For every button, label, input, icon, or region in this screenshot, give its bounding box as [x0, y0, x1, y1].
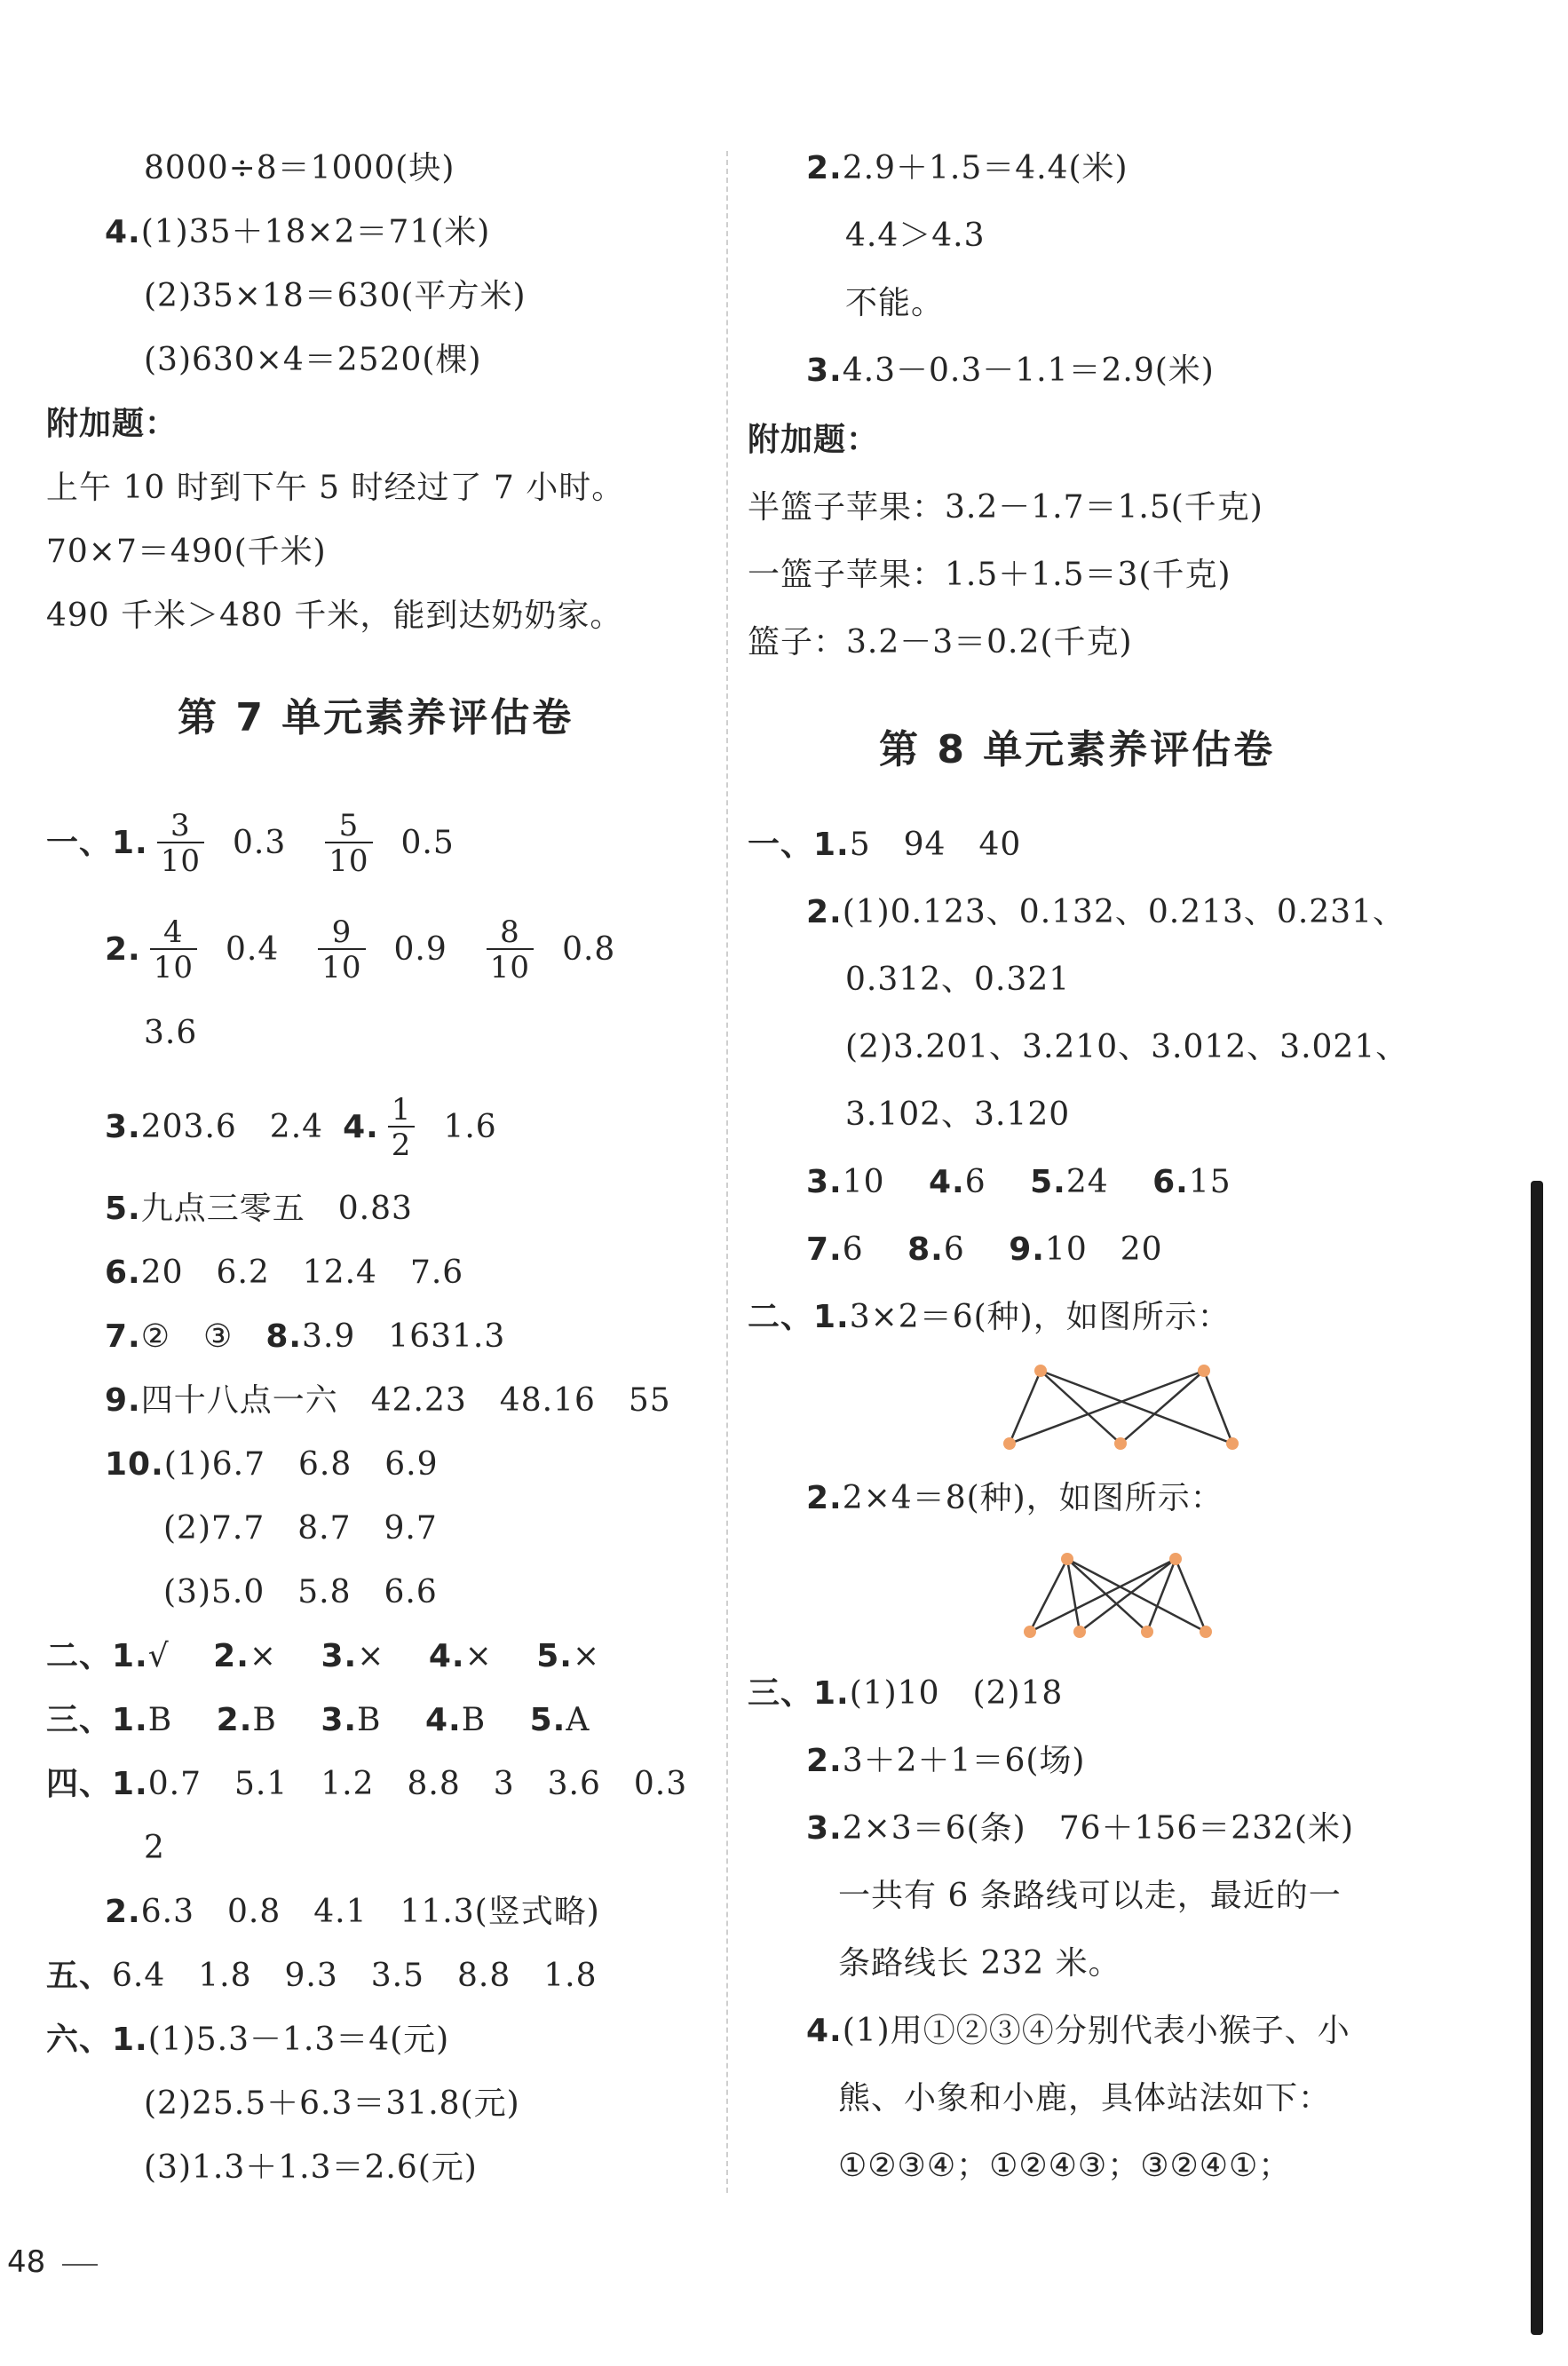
answer-line: 3.6	[144, 1015, 198, 1051]
connector-line	[1030, 1559, 1176, 1632]
question-number: 5.	[536, 1638, 573, 1674]
fraction	[487, 916, 534, 984]
decimal-value: 0.3	[233, 825, 287, 861]
fraction	[318, 916, 365, 984]
answer-text: ×	[464, 1638, 493, 1674]
section-label: 一、1.	[46, 825, 148, 861]
section-label: 六、1.	[46, 2022, 148, 2058]
decimal-value: 0.9	[393, 931, 447, 968]
pairing-diagram-1	[994, 1358, 1243, 1456]
answer-text: 10 20	[1044, 1231, 1163, 1268]
answer-text: (1)10 (2)18	[849, 1675, 1064, 1712]
unit7-s2	[46, 1637, 600, 1676]
connector-line	[1204, 1371, 1232, 1444]
bonus-title: 附加题：	[46, 406, 178, 442]
answer-text: 24	[1065, 1164, 1109, 1200]
unit8-s1-q1	[748, 826, 1021, 865]
unit7-s1-q6	[105, 1254, 463, 1293]
section-label: 一、1.	[748, 827, 850, 863]
answer-text: ×	[249, 1638, 278, 1674]
pairing-diagram-2	[1021, 1545, 1216, 1642]
denominator: 10	[150, 948, 197, 984]
numerator: 9	[331, 914, 352, 950]
question-number: 5.	[1030, 1164, 1066, 1200]
connector-line	[1176, 1559, 1206, 1632]
answer-text: 3×2＝6(种)，如图所示：	[849, 1299, 1231, 1335]
question-number: 3.	[105, 1109, 141, 1145]
answer-line: 2	[144, 1830, 165, 1866]
fraction	[325, 810, 372, 877]
answer-text: 6	[943, 1231, 965, 1268]
unit8-s3-q3	[806, 1809, 1354, 1848]
answer-text: 2×3＝6(条) 76＋156＝232(米)	[842, 1810, 1355, 1847]
question-number: 9.	[105, 1382, 141, 1419]
section-label: 二、1.	[748, 1299, 850, 1335]
answer-text: 5 94 40	[849, 827, 1022, 863]
question-number: 6.	[105, 1254, 141, 1291]
answer-text: (1)35＋18×2＝71(米)	[140, 214, 491, 250]
fraction	[150, 916, 197, 984]
denominator: 10	[157, 842, 204, 877]
question-number: 4.	[428, 1638, 465, 1674]
question-number: 8.	[907, 1231, 944, 1268]
node-dot	[1198, 1365, 1210, 1377]
answer-line: 3.102、3.120	[845, 1096, 1071, 1133]
answer-text: 九点三零五 0.83	[140, 1191, 413, 1227]
answer-text: B	[252, 1702, 277, 1738]
unit7-s1-q3	[105, 1083, 497, 1172]
question-number: 10.	[105, 1446, 164, 1483]
question-number: 2.	[216, 1702, 253, 1738]
unit8-s2-q2	[806, 1479, 1224, 1518]
calc-line: 8000÷8＝1000(块)	[144, 150, 455, 186]
page-number: 48	[7, 2244, 46, 2280]
numerator: 4	[163, 914, 184, 950]
decimal-value: 0.4	[226, 931, 280, 968]
page-number-rule	[62, 2264, 98, 2266]
unit8-s3-q1	[748, 1674, 1063, 1713]
answer-text: 2.9＋1.5＝4.4(米)	[842, 150, 1128, 186]
bonus-line: 70×7＝490(千米)	[46, 534, 327, 570]
denominator: 2	[388, 1126, 416, 1161]
unit7-s4-q2	[105, 1893, 600, 1932]
answer-text: 3.9 1631.3	[302, 1318, 506, 1355]
answer-text: 6	[842, 1231, 864, 1268]
unit7-s5	[46, 1957, 598, 1996]
answer-text: √	[147, 1638, 170, 1674]
question-number: 3.	[806, 352, 843, 389]
column-divider	[726, 151, 728, 2193]
question-number: 4.	[424, 1702, 462, 1738]
question-number: 2.	[806, 1743, 843, 1779]
question-number: 7.	[105, 1318, 141, 1355]
bonus-line: 半篮子苹果：3.2－1.7＝1.5(千克)	[748, 489, 1263, 526]
answer-line: 4.4＞4.3	[845, 218, 986, 254]
denominator: 10	[325, 842, 372, 877]
answer-text: 15	[1188, 1164, 1231, 1200]
answer-text: ② ③	[140, 1318, 234, 1355]
right-q3	[806, 352, 1215, 391]
unit7-s1-q10	[105, 1445, 439, 1484]
question-number: 7.	[806, 1231, 843, 1268]
node-dot	[1169, 1553, 1182, 1565]
unit7-s4	[46, 1765, 687, 1804]
bonus-line: 上午 10 时到下午 5 时经过了 7 小时。	[46, 470, 625, 506]
unit7-s6	[46, 2021, 449, 2060]
question-number: 3.	[321, 1638, 358, 1674]
answer-text: 6.4 1.8 9.3 3.5 8.8 1.8	[112, 1958, 598, 1994]
answer-line: (2)7.7 8.7 9.7	[163, 1510, 438, 1547]
answer-text: 6.3 0.8 4.1 11.3(竖式略)	[140, 1894, 600, 1930]
question-number: 2.	[806, 150, 843, 186]
answer-text: (1)6.7 6.8 6.9	[163, 1446, 439, 1483]
question-number: 2.	[105, 1894, 141, 1930]
answer-text: (1)用①②③④分别代表小猴子、小	[842, 2013, 1350, 2049]
answer-text: 四十八点一六 42.23 48.16 55	[140, 1382, 671, 1419]
answer-text: A	[566, 1702, 590, 1738]
node-dot	[1024, 1626, 1036, 1638]
fraction	[388, 1094, 416, 1161]
question-number: 4.	[105, 214, 141, 250]
answer-line: (3)1.3＋1.3＝2.6(元)	[144, 2149, 478, 2186]
question-number: 8.	[265, 1318, 303, 1355]
decimal-value: 0.5	[400, 825, 455, 861]
answer-text: B	[461, 1702, 487, 1738]
answer-line: (2)25.5＋6.3＝31.8(元)	[144, 2085, 520, 2122]
connector-line	[1121, 1371, 1204, 1444]
node-dot	[1141, 1626, 1153, 1638]
question-number: 3.	[806, 1164, 843, 1200]
answer-text: 10	[842, 1164, 885, 1200]
unit7-s1-q9	[105, 1381, 671, 1420]
unit8-s2-q1	[748, 1298, 1231, 1337]
denominator: 10	[318, 948, 365, 984]
unit7-title: 第 7 单元素养评估卷	[178, 695, 574, 740]
answer-text: B	[147, 1702, 173, 1738]
answer-line: (2)35×18＝630(平方米)	[144, 278, 527, 314]
question-number: 9.	[1009, 1231, 1045, 1268]
question-number: 5.	[529, 1702, 566, 1738]
numerator: 1	[391, 1092, 412, 1128]
node-dot	[1226, 1437, 1239, 1450]
answer-text: 203.6 2.4	[140, 1109, 324, 1145]
question-number: 2.	[806, 1480, 843, 1516]
unit8-s1-q3	[806, 1163, 1231, 1202]
connector-line	[1030, 1559, 1067, 1632]
unit8-s1-q7	[806, 1230, 1163, 1270]
answer-line: (3)630×4＝2520(棵)	[144, 342, 482, 378]
question-number: 2.	[806, 894, 843, 930]
right-q2	[806, 149, 1128, 188]
answer-line: (2)3.201、3.210、3.012、3.021、	[845, 1029, 1409, 1065]
unit7-s3	[46, 1701, 590, 1740]
answer-line: (3)5.0 5.8 6.6	[163, 1574, 438, 1610]
bonus-line: 490 千米＞480 千米，能到达奶奶家。	[46, 597, 623, 634]
node-dot	[1200, 1626, 1212, 1638]
answer-line: 不能。	[845, 285, 945, 321]
connector-line	[1041, 1371, 1232, 1444]
numerator: 3	[170, 808, 191, 843]
answer-text: 0.7 5.1 1.2 8.8 3 3.6 0.3	[147, 1766, 688, 1802]
question-4	[105, 213, 490, 252]
answer-line: 条路线长 232 米。	[838, 1945, 1121, 1982]
question-number: 4.	[343, 1109, 379, 1145]
section-label: 三、1.	[46, 1702, 148, 1738]
answer-text: 6	[964, 1164, 986, 1200]
answer-line: 熊、小象和小鹿，具体站法如下：	[838, 2080, 1332, 2117]
node-dot	[1034, 1365, 1047, 1377]
answer-text: 2×4＝8(种)，如图所示：	[842, 1480, 1224, 1516]
node-dot	[1061, 1553, 1073, 1565]
answer-line: 一共有 6 条路线可以走，最近的一	[838, 1878, 1342, 1914]
node-dot	[1073, 1626, 1086, 1638]
section-label: 四、1.	[46, 1766, 148, 1802]
unit7-s1-q5	[105, 1190, 413, 1229]
connector-line	[1010, 1371, 1204, 1444]
answer-line: 0.312、0.321	[845, 961, 1071, 998]
answer-text: (1)5.3－1.3＝4(元)	[147, 2022, 450, 2058]
fraction	[157, 810, 204, 877]
bonus-line: 一篮子苹果：1.5＋1.5＝3(千克)	[748, 557, 1231, 593]
numerator: 5	[338, 808, 360, 843]
answer-text: B	[357, 1702, 382, 1738]
question-number: 2.	[213, 1638, 249, 1674]
unit8-s1-q2	[806, 893, 1406, 932]
answer-text: 20 6.2 12.4 7.6	[140, 1254, 464, 1291]
decimal-value: 0.8	[562, 931, 616, 968]
unit8-title: 第 8 单元素养评估卷	[879, 727, 1276, 772]
node-dot	[1003, 1437, 1016, 1450]
unit7-s1-q7	[105, 1318, 505, 1357]
question-number: 2.	[105, 931, 141, 968]
answer-text: 4.3－0.3－1.1＝2.9(米)	[842, 352, 1215, 389]
question-number: 3.	[806, 1810, 843, 1847]
answer-text: ×	[357, 1638, 385, 1674]
page-edge-shadow	[1531, 1181, 1543, 2335]
unit8-s3-q4	[806, 2012, 1350, 2051]
decimal-value: 1.6	[443, 1109, 497, 1145]
denominator: 10	[487, 948, 534, 984]
question-number: 3.	[321, 1702, 358, 1738]
question-number: 4.	[929, 1164, 965, 1200]
bonus-line: 篮子：3.2－3＝0.2(千克)	[748, 624, 1133, 661]
unit7-s1-q1	[46, 799, 455, 888]
question-number: 5.	[105, 1191, 141, 1227]
answer-line: ①②③④；①②④③；③②④①；	[838, 2148, 1292, 2184]
unit7-s1-q2	[105, 906, 615, 994]
unit8-s3-q2	[806, 1742, 1085, 1781]
node-dot	[1114, 1437, 1127, 1450]
bonus-title: 附加题：	[748, 422, 880, 458]
answer-text: 3＋2＋1＝6(场)	[842, 1743, 1086, 1779]
numerator: 8	[500, 914, 520, 950]
question-number: 4.	[806, 2013, 843, 2049]
section-label: 三、1.	[748, 1675, 850, 1712]
answer-text: ×	[572, 1638, 601, 1674]
section-label: 二、1.	[46, 1638, 148, 1674]
question-number: 6.	[1152, 1164, 1189, 1200]
section-label: 五、	[46, 1958, 113, 1994]
answer-text: (1)0.123、0.132、0.213、0.231、	[842, 894, 1406, 930]
